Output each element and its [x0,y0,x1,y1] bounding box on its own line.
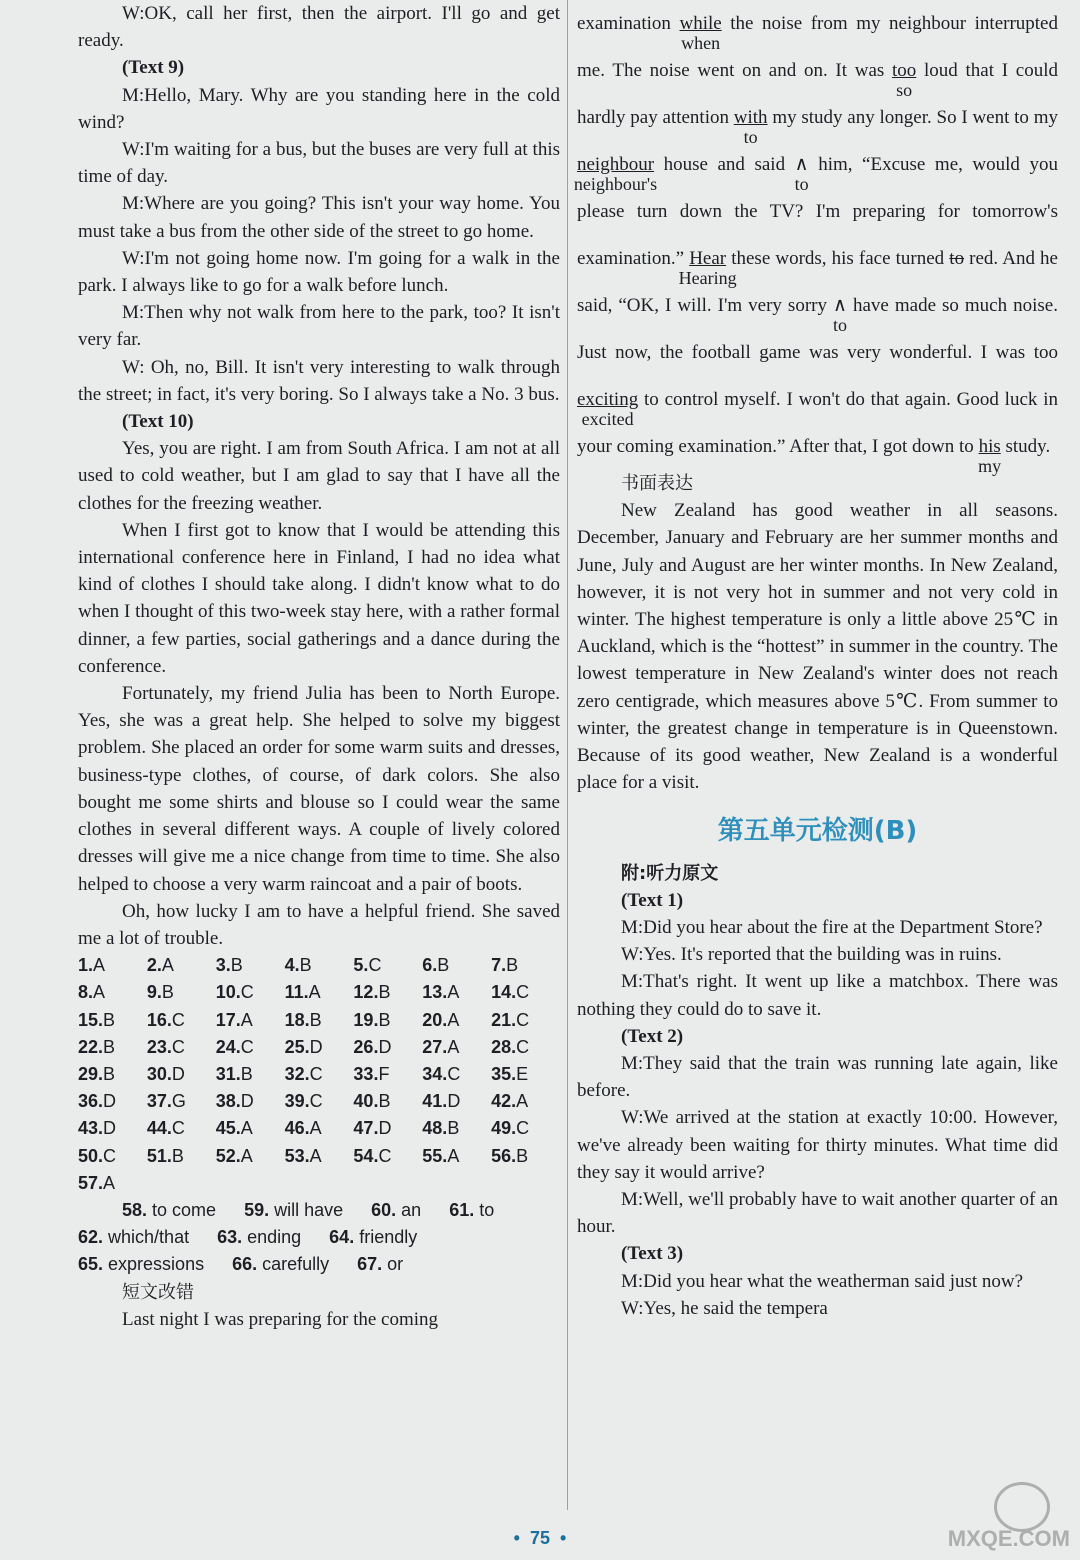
correction-deleted-word: to [949,248,965,269]
answer-item: 56.B [491,1145,529,1166]
answer-item: 38.D [215,1091,254,1112]
answer-item: 54.C [353,1145,392,1166]
dialogue-line: W:OK, call her first, then the airport. I'll go and get ready. [78,3,560,52]
correction-insert-mark: ∧ to [795,141,809,188]
fill-answer-item: 64. friendly [329,1227,418,1248]
dialogue-line: W:We arrived at the station at exactly 10:00. However, we've already been waiting for thirty minutes. What time did they say it would arrive? [577,1107,1058,1183]
right-column [573,0,1058,1322]
correction-fix: when [681,33,721,53]
correction-fix: to [794,174,809,194]
correction-fix: neighbour's [573,174,658,194]
answer-item: 52.A [215,1145,253,1166]
seal-icon [994,1482,1050,1532]
answer-item: 33.F [353,1063,390,1084]
passage-paragraph: Oh, how lucky I am to have a helpful friend. She saved me a lot of trouble. [78,900,560,949]
answer-item: 48.B [422,1118,460,1139]
answer-item: 14.C [491,982,530,1003]
correction-error-word: too so [892,47,916,94]
correction-passage: examination while when the noise from my neighbour interrupted me. The noise went on and on. It was too so loud that I could hardly pay attention with to my study any longer. So I went to my neighbour neighbour's house and said ∧ to him, “Excuse me, would you please turn down the TV? I'm preparing for tomorrow's examination.” Hear Hearing these words, his face turned to red. And he said, “OK, I will. I'm very sorry ∧ to have made so much noise. Just now, the football game was very wonderful. I was too exciting excited to control myself. I won't do that again. Good luck in your coming examination.” After that, I got down to his my study. [577,0,1058,470]
fill-answer-item: 63. ending [217,1227,302,1248]
answer-item: 7.B [491,955,519,976]
dialogue-line: M:Then why not walk from here to the park, too? It isn't very far. [78,302,560,351]
correction-error-word: with to [734,94,768,141]
fill-answer-item: 67. or [357,1254,404,1275]
passage-paragraph: Fortunately, my friend Julia has been to North Europe. Yes, she was a great help. She helped to solve my biggest problem. She placed an order for some warm suits and dresses, business-type clothes, of course, of dark colors. She also bought me some shirts and blouse so I could wear the same clothes in several different ways. A couple of lively colored dresses will give me a nice change from time to time. She also helped to choose a very warm raincoat and a pair of boots. [78,683,560,895]
text10-passage [78,435,560,952]
answer-item: 25.D [284,1036,323,1057]
correction-error-word: exciting excited [577,376,638,423]
fill-answer-item: 58. to come [122,1199,217,1220]
left-column [78,0,560,1333]
writing-heading: 书面表达 [621,473,693,494]
correction-error-word: neighbour neighbour's [577,141,654,188]
answer-item: 44.C [146,1118,185,1139]
answer-item: 40.B [353,1091,391,1112]
unit-title: 第五单元检测(B) [717,816,918,847]
answer-item: 23.C [146,1036,185,1057]
page-number-value: 75 [529,1528,551,1548]
answer-item: 53.A [284,1145,322,1166]
answer-item: 39.C [284,1091,323,1112]
correction-fix: to [743,127,758,147]
dialogue-line: M:That's right. It went up like a matchbox. There was nothing they could do to save it. [577,971,1058,1020]
answer-item: 32.C [284,1063,323,1084]
answer-item: 35.E [491,1063,529,1084]
page-number: • 75 • [513,1528,567,1548]
answer-item: 27.A [422,1036,460,1057]
answer-item: 45.A [215,1118,253,1139]
answer-item: 18.B [284,1009,322,1030]
correction-fix: excited [581,409,634,429]
answer-item: 13.A [422,982,460,1003]
answer-item: 37.G [146,1091,186,1112]
watermark-logo [890,1482,1070,1552]
correction-insert-mark: ∧ to [833,282,847,329]
answer-item: 36.D [78,1091,117,1112]
correction-fix: Hearing [678,268,737,288]
dialogue-line: M:Hello, Mary. Why are you standing here in the cold wind? [78,84,560,133]
answer-item: 43.D [78,1118,117,1139]
answer-item: 16.C [146,1009,185,1030]
answer-item: 26.D [353,1036,392,1057]
dialogue-line: M:Did you hear what the weatherman said just now? [621,1270,1024,1292]
writing-passage: New Zealand has good weather in all seasons. December, January and February are her summer months and June, July and August are her winter months. In New Zealand, however, it is not very hot in summer and not very cold in winter. The highest temperature is only a little above 25℃ in Auckland, which is the “hottest” in summer in the country. The lowest temperature in New Zealand's winter does not reach zero centigrade, which measures above 5℃. From summer to winter, the greatest change in temperature is in Queenstown. Because of its good weather, New Zealand is a wonderful place for a visit. [577,500,1058,794]
appendix-heading: 附:听力原文 [621,862,719,884]
correction-start: Last night I was preparing for the coming [122,1308,439,1330]
dialogue-line: W:Yes. It's reported that the building was in ruins. [621,944,1002,966]
fill-answer-item: 61. to [449,1199,495,1220]
answer-item: 29.B [78,1063,116,1084]
fill-answer-item: 65. expressions [78,1254,205,1275]
answer-item: 57.A [78,1172,116,1193]
fill-answer-item: 66. carefully [232,1254,330,1275]
answer-item: 49.C [491,1118,530,1139]
fill-answer-item: 60. an [371,1199,422,1220]
answer-item: 51.B [146,1145,184,1166]
dialogue-line: M:They said that the train was running late again, like before. [577,1053,1058,1102]
correction-fix: to [832,315,847,335]
answer-item: 42.A [491,1091,529,1112]
answer-item: 4.B [284,955,312,976]
answer-item: 6.B [422,955,450,976]
answer-item: 19.B [353,1009,391,1030]
dialogue-line: W:I'm not going home now. I'm going for a walk in the park. I always like to go for a walk before lunch. [78,247,560,297]
answer-item: 34.C [422,1063,461,1084]
answer-item: 47.D [353,1118,392,1139]
answer-item: 20.A [422,1009,460,1030]
answer-item: 8.A [78,982,106,1003]
dialogue-line: M:Where are you going? This isn't your way home. You must take a bus from the other side of the street to go home. [78,193,560,242]
text9-dialogue [78,82,560,408]
column-divider [567,0,568,1510]
passage-paragraph: When I first got to know that I would be attending this international conference here in Finland, I had no idea what kind of clothes I should take along. I didn't know what to do when I thought of this two-week stay here, with a rather formal dinner, a few parties, social gatherings and a dance during the conference. [78,519,560,677]
dialogue-line: W:Yes, he said the tempera [621,1297,828,1319]
correction-error-word: while when [679,0,721,47]
answer-item: 9.B [146,982,174,1003]
answer-item: 24.C [215,1036,254,1057]
text-heading: (Text 2) [621,1025,684,1047]
answer-item: 28.C [491,1036,530,1057]
text9-heading: (Text 9) [122,57,185,79]
answer-item: 15.B [78,1009,116,1030]
text-heading: (Text 1) [621,889,684,911]
answer-key-fill-in [78,1197,560,1279]
answer-item: 31.B [215,1063,253,1084]
answer-item: 21.C [491,1009,530,1030]
answer-item: 1.A [78,955,106,976]
answer-item: 2.A [146,955,174,976]
fill-answer-item: 62. which/that [78,1227,190,1248]
answer-item: 46.A [284,1118,322,1139]
answer-item: 30.D [146,1063,185,1084]
dialogue-line: M:Well, we'll probably have to wait another quarter of an hour. [577,1189,1058,1238]
correction-heading: 短文改错 [122,1281,194,1303]
correction-error-word: Hear Hearing [689,235,726,282]
text10-heading: (Text 10) [122,411,194,433]
answer-item: 12.B [353,982,391,1003]
dialogue-line: M:Did you hear about the fire at the Department Store? [621,917,1043,939]
dialogue-line: W:I'm waiting for a bus, but the buses are very full at this time of day. [78,139,560,188]
answer-item: 22.B [78,1036,116,1057]
answer-item: 50.C [78,1145,117,1166]
text-heading: (Text 3) [621,1243,684,1265]
text8-ending [78,0,560,54]
fill-answer-item: 59. will have [244,1199,344,1220]
answer-item: 3.B [215,955,243,976]
listening-transcripts [577,887,1058,1322]
watermark-text: MXQE.COM [947,1526,1070,1551]
answer-item: 41.D [422,1091,461,1112]
correction-fix: my [978,456,1002,476]
correction-error-word: his my [979,423,1001,470]
answer-item: 17.A [215,1009,253,1030]
correction-fix: so [896,80,913,100]
answer-key-choices [78,952,560,1197]
dialogue-line: W: Oh, no, Bill. It isn't very interesting to walk through the street; in fact, it's very boring. So I always take a No. 3 bus. [78,356,560,405]
answer-item: 10.C [215,982,254,1003]
answer-item: 55.A [422,1145,460,1166]
answer-item: 11.A [284,982,321,1003]
answer-item: 5.C [353,955,382,976]
passage-paragraph: Yes, you are right. I am from South Africa. I am not at all used to cold weather, but I am glad to say that I have all the clothes for the freezing weather. [78,438,560,514]
